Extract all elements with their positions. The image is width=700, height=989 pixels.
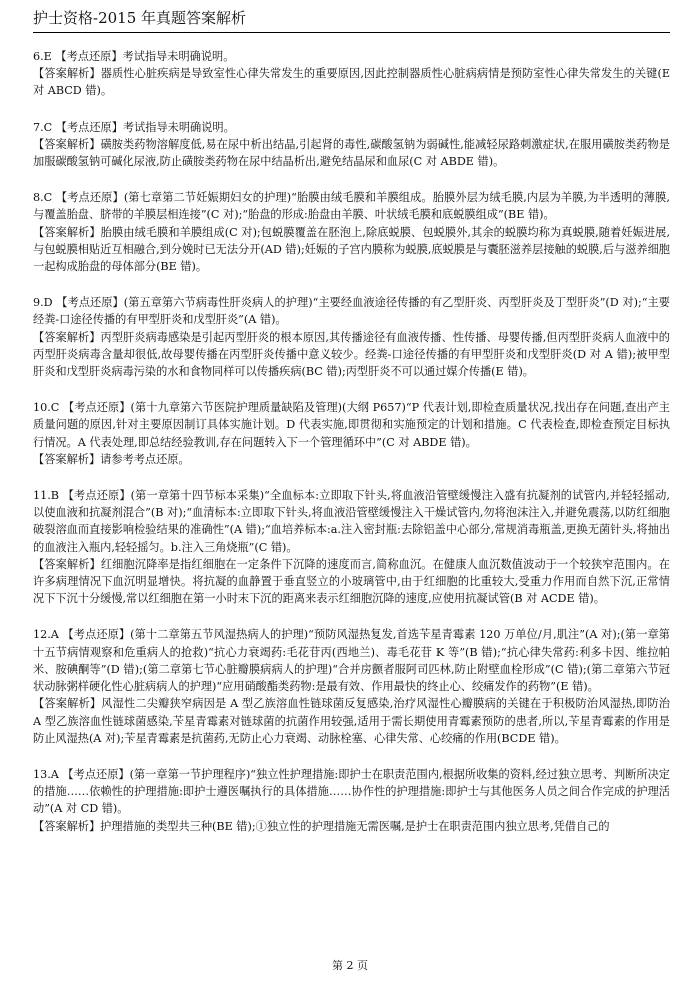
question-point: 12.A 【考点还原】(第十二章第五节风湿热病人的护理)“预防风湿热复发,首选苄星青霉素 120 万单位/月,肌注”(A 对);(第一章第十五节病情观察和危重病人的抢救)“抗心力衰竭药:毛花苷丙(西地兰)、毒毛花苷 K 等”(B 错);“抗心律失常药:利多卡因、维拉帕米、胺碘酮等”(D 错);(第二章第七节心脏瓣膜病病人的护理)“合并房颤者服阿司匹林,防止附壁血栓形成”(C 错);(第二章第六节冠状动脉粥样硬化性心脏病病人的护理)“应用硝酸酯类药物:是最有效、作用最快的终止心、绞痛发作的药物”(E 错)。 [33,628,670,694]
question-8 [33,189,670,275]
question-point: 8.C 【考点还原】(第七章第二节妊娠期妇女的护理)“胎膜由绒毛膜和羊膜组成。胎膜外层为绒毛膜,内层为羊膜,为半透明的薄膜,与覆盖胎盘、脐带的羊膜层相连接”(C 对);“胎盘的形成:胎盘由羊膜、叶状绒毛膜和底蜕膜组成”(BE 错)。 [33,191,670,222]
header-title: 护士资格-2015 年真题答案解析 [33,9,247,27]
question-point: 7.C 【考点还原】考试指导未明确说明。 [33,120,235,134]
answer-analysis: 【答案解析】器质性心脏疾病是导致室性心律失常发生的重要原因,因此控制器质性心脏病病情是预防室性心律失常发生的关键(E 对 ABCD 错)。 [33,67,670,98]
page-header [33,6,670,33]
answer-analysis: 【答案解析】风湿性二尖瓣狭窄病因是 A 型乙族溶血性链球菌反复感染,治疗风湿性心瓣膜病的关键在于积极防治风湿热,即防治 A 型乙族溶血性链球菌感染,苄星青霉素对链球菌的抗菌作用较强,适用于需长期使用青霉素预防的患者,所以,苄星青霉素的作用是防止风湿热(A 对);苄星青霉素是抗菌药,无防止心力衰竭、动脉栓塞、心律失常、心绞痛的作用(BCDE 错)。 [33,697,670,745]
answer-analysis: 【答案解析】胎膜由绒毛膜和羊膜组成(C 对);包蜕膜覆盖在胚泡上,除底蜕膜、包蜕膜外,其余的蜕膜均称为真蜕膜,随着妊娠进展,与包蜕膜相贴近互相融合,到分娩时已无法分开(AD 错);妊娠的子宫内膜称为蜕膜,底蜕膜是与囊胚滋养层接触的蜕膜,后与滋养细胞一起构成胎盘的母体部分(BE 错)。 [33,225,670,274]
answer-analysis: 【答案解析】红细胞沉降率是指红细胞在一定条件下沉降的速度而言,简称血沉。在健康人血沉数值波动于一个较狭窄范围内。在许多病理情况下血沉明显增快。将抗凝的血静置于垂直竖立的小玻璃管中,由于红细胞的比重较大,受重力作用而自然下沉,正常情况下下沉十分缓慢,常以红细胞在第一小时末下沉的距离来表示红细胞沉降的速度,应使用抗凝试管(B 对 ACDE 错)。 [33,557,670,606]
answer-analysis: 【答案解析】丙型肝炎病毒感染是引起丙型肝炎的根本原因,其传播途径有血液传播、性传播、母婴传播,但丙型肝炎病人血液中的丙型肝炎病毒含量却很低,故母婴传播在丙型肝炎传播中意义较少。经粪-口途径传播的有甲型肝炎和戊型肝炎(D 对 A 错);被甲型肝炎和戊型肝炎病毒污染的水和食物同样可以传播疾病(BC 错);丙型肝炎不可以通过媒介传播(E 错)。 [33,330,670,379]
question-11 [33,487,670,607]
answer-analysis: 【答案解析】磺胺类药物溶解度低,易在尿中析出结晶,引起肾的毒性,碳酸氢钠为弱碱性,能减轻尿路刺激症状,在服用磺胺类药物是加服碳酸氢钠可碱化尿液,防止磺胺类药物在尿中结晶析出,避免结晶尿和血尿(C 对 ABDE 错)。 [33,137,670,169]
question-7 [33,119,670,171]
question-6 [33,48,670,100]
question-10 [33,399,670,468]
question-point: 6.E 【考点还原】考试指导未明确说明。 [33,50,235,63]
answer-analysis: 【答案解析】请参考考点还原。 [33,452,190,466]
answer-analysis: 【答案解析】护理措施的类型共三种(BE 错);①独立性的护理措施无需医嘱,是护士在职责范围内独立思考,凭借自己的 [33,819,610,833]
question-point: 10.C 【考点还原】(第十九章第六节医院护理质量缺陷及管理)(大纲 P657)“P 代表计划,即检查质量状况,找出存在问题,查出产主质量问题的原因,针对主要原因制订具体实施计划。D 代表实施,即贯彻和实施预定的计划和措施。C 代表检查,即检查预定目标执行情况。A 代表处理,即总结经验教训,存在问题转入下一个管理循环中”(C 对 ABDE 错)。 [33,401,670,449]
question-point: 9.D 【考点还原】(第五章第六节病毒性肝炎病人的护理)“主要经血液途径传播的有乙型肝炎、丙型肝炎及丁型肝炎”(D 对);“主要经粪-口途径传播的有甲型肝炎和戊型肝炎”(A 错)。 [33,296,670,327]
question-9 [33,294,670,380]
question-12 [33,626,670,746]
page-content [33,48,670,854]
page-footer [0,958,700,974]
question-point: 11.B 【考点还原】(第一章第十四节标本采集)“全血标本:立即取下针头,将血液沿管壁缓慢注入盛有抗凝剂的试管内,并轻轻摇动,以使血液和抗凝剂混合”(B 对);“血清标本:立即取下针头,将血液沿管壁缓慢注入干燥试管内,勿将泡沫注入,并避免震荡,以防红细胞破裂溶血而直接影响检验结果的准确性”(A 错);“血培养标本:a.注入密封瓶:去除铝盖中心部分,常规消毒瓶盖,更换无菌针头,将抽出的血液注入瓶内,轻轻摇匀。b.注入三角烧瓶”(C 错)。 [33,489,670,554]
question-13 [33,766,670,835]
question-point: 13.A 【考点还原】(第一章第一节护理程序)“独立性护理措施:即护士在职责范围内,根据所收集的资料,经过独立思考、判断所决定的措施……依赖性的护理措施:即护士遵医嘱执行的具体措施……协作性的护理措施:即护士与其他医务人员之间合作完成的护理活动”(A 对 CD 错)。 [33,767,670,816]
page-number: 第 2 页 [332,959,368,972]
